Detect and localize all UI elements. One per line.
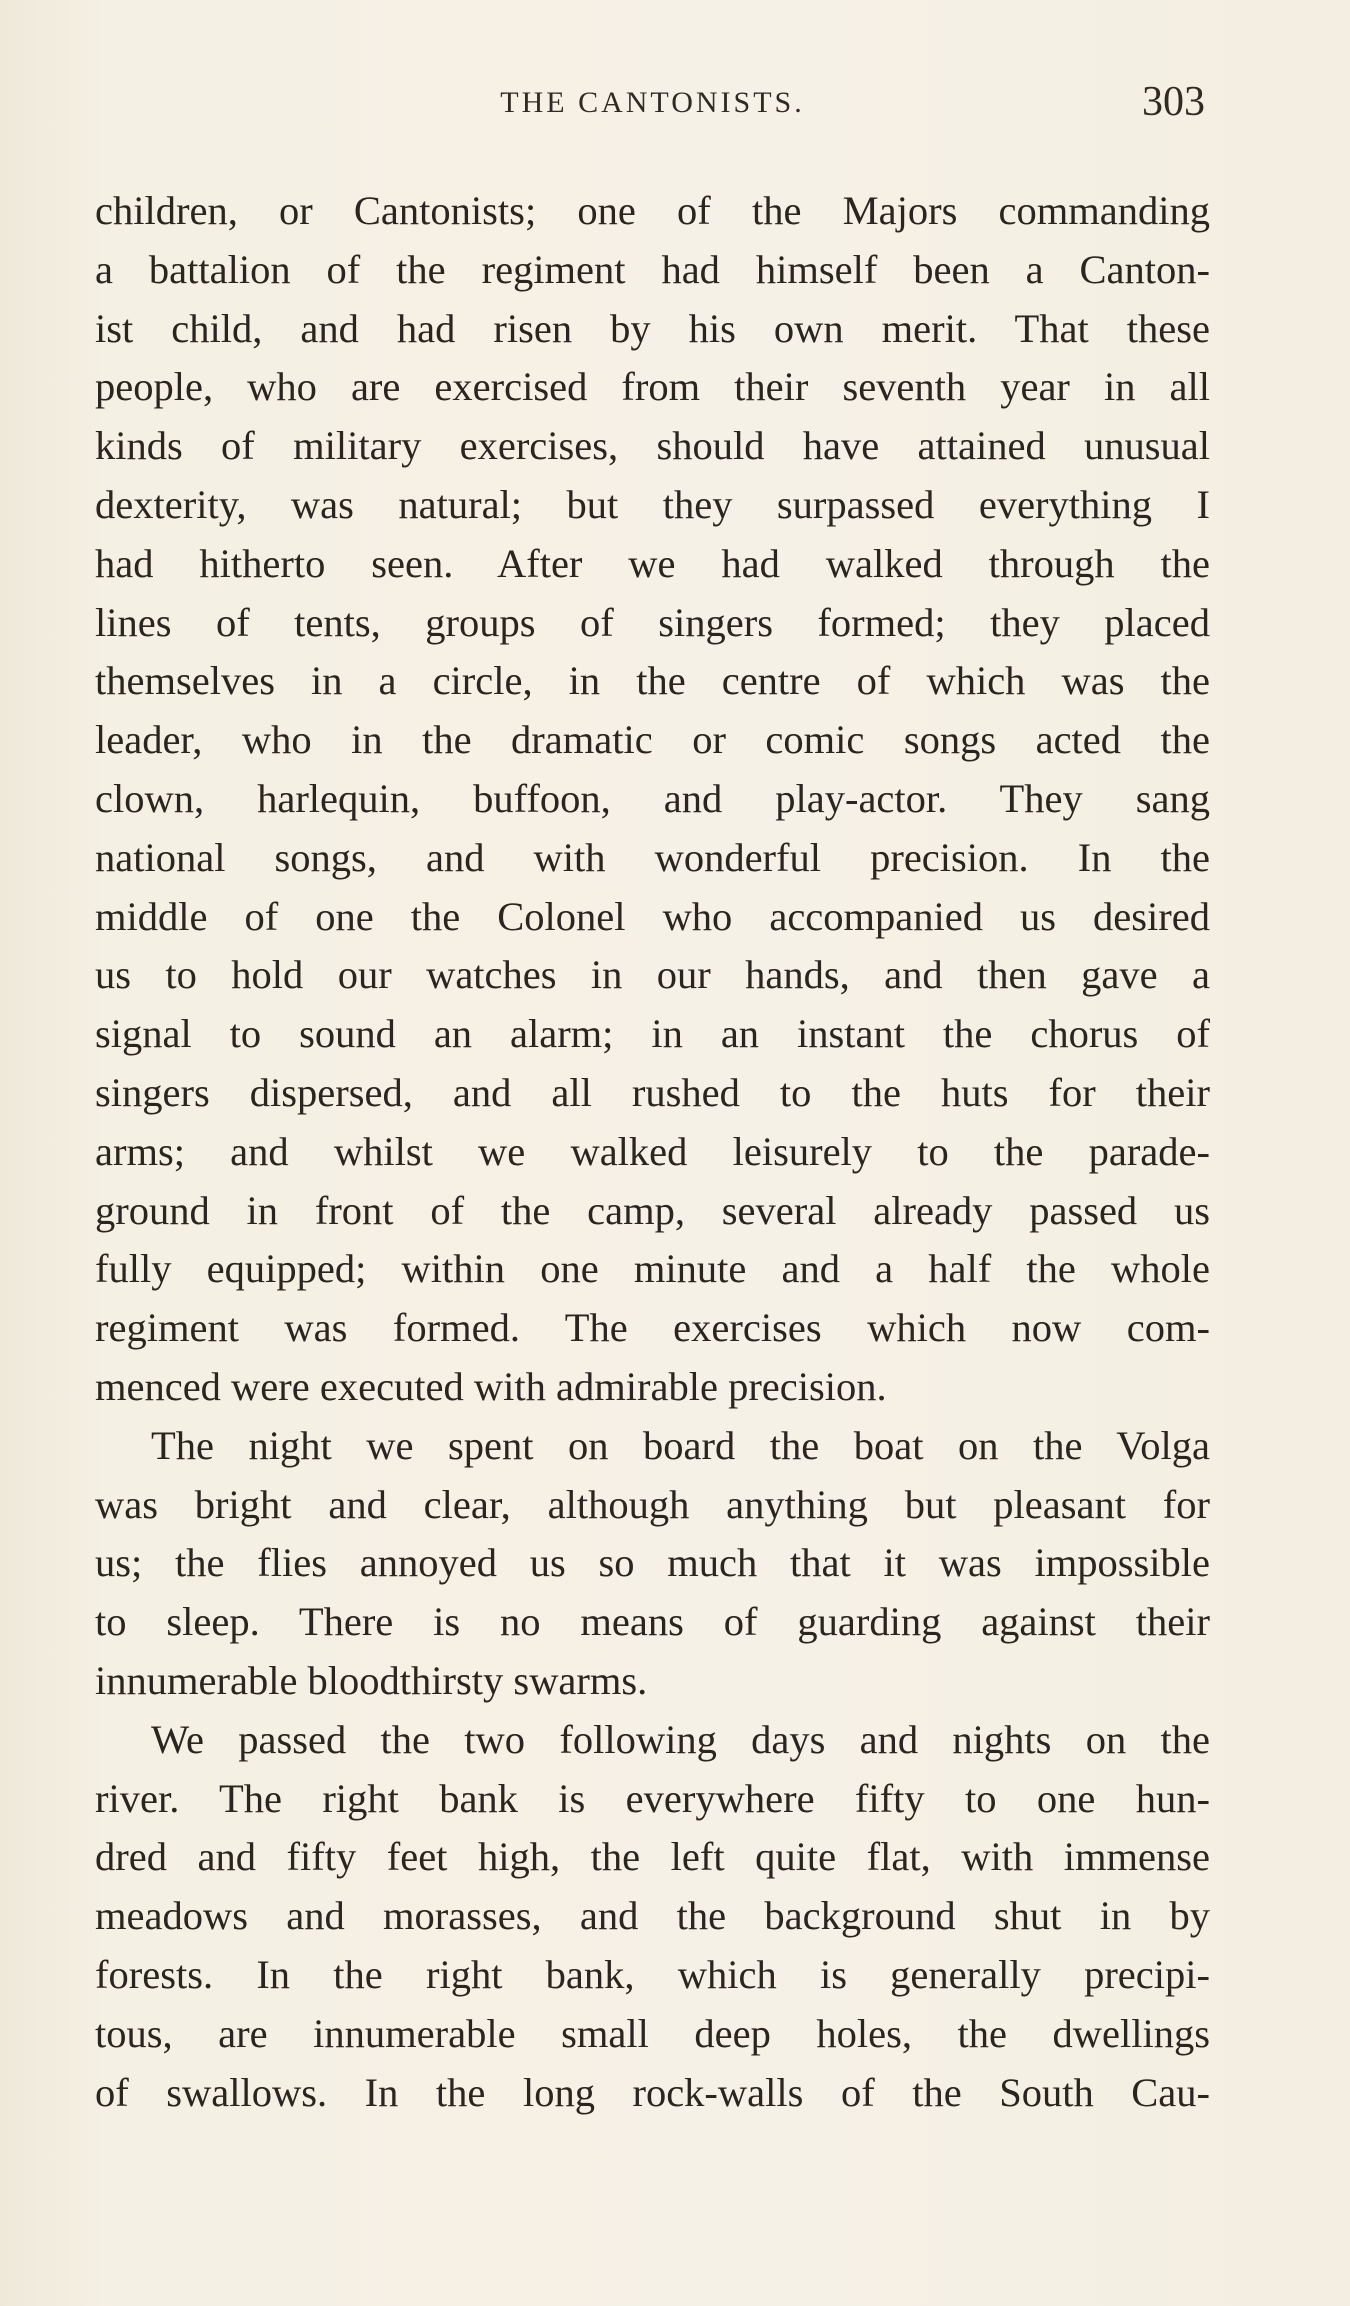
text-line: tous, are innumerable small deep holes, the dwellings xyxy=(95,2010,1210,2056)
text-line: singers dispersed, and all rushed to the huts for their xyxy=(95,1069,1210,1115)
paragraph-3 xyxy=(95,1711,1210,2123)
paragraph-1 xyxy=(95,182,1210,1417)
text-line: clown, harlequin, buffoon, and play-actor. They sang xyxy=(95,775,1210,821)
text-line: forests. In the right bank, which is generally precipi- xyxy=(95,1951,1210,1997)
text-line: signal to sound an alarm; in an instant the chorus of xyxy=(95,1011,1210,1057)
text-line: us; the flies annoyed us so much that it was impossible xyxy=(95,1540,1210,1586)
text-line: innumerable bloodthirsty swarms. xyxy=(95,1657,648,1703)
paragraph-2 xyxy=(95,1417,1210,1711)
text-line: river. The right bank is everywhere fifty to one hun- xyxy=(95,1775,1210,1821)
text-line: to sleep. There is no means of guarding against their xyxy=(95,1599,1210,1645)
text-line: people, who are exercised from their seventh year in all xyxy=(95,364,1210,410)
text-line: of swallows. In the long rock-walls of the South Cau- xyxy=(95,2069,1210,2115)
text-line: regiment was formed. The exercises which now com- xyxy=(95,1305,1210,1351)
text-line: dexterity, was natural; but they surpassed everything I xyxy=(95,481,1210,527)
text-line: menced were executed with admirable precision. xyxy=(95,1363,887,1409)
page-header xyxy=(95,78,1210,138)
text-line: middle of one the Colonel who accompanied us desired xyxy=(95,893,1210,939)
text-line: ist child, and had risen by his own merit. That these xyxy=(95,305,1210,351)
page-number: 303 xyxy=(1142,79,1205,125)
text-line: dred and fifty feet high, the left quite flat, with immense xyxy=(95,1834,1210,1880)
text-line: us to hold our watches in our hands, and then gave a xyxy=(95,952,1210,998)
text-line: was bright and clear, although anything but pleasant for xyxy=(95,1481,1210,1527)
text-line: The night we spent on board the boat on the Volga xyxy=(151,1422,1210,1468)
text-line: had hitherto seen. After we had walked through the xyxy=(95,540,1210,586)
text-line: meadows and morasses, and the background shut in by xyxy=(95,1893,1210,1939)
text-line: children, or Cantonists; one of the Majors commanding xyxy=(95,188,1210,233)
running-title: THE CANTONISTS. xyxy=(500,86,805,119)
text-line: fully equipped; within one minute and a half the whole xyxy=(95,1246,1210,1292)
text-line: ground in front of the camp, several already passed us xyxy=(95,1187,1210,1233)
text-line: arms; and whilst we walked leisurely to the parade- xyxy=(95,1128,1210,1174)
text-line: We passed the two following days and nights on the xyxy=(151,1716,1210,1762)
text-line: lines of tents, groups of singers formed; they placed xyxy=(95,599,1210,645)
text-line: national songs, and with wonderful precision. In the xyxy=(95,834,1210,880)
text-line: themselves in a circle, in the centre of which was the xyxy=(95,658,1210,704)
text-line: a battalion of the regiment had himself been a Canton- xyxy=(95,246,1210,292)
text-line: leader, who in the dramatic or comic songs acted the xyxy=(95,717,1210,763)
text-line: kinds of military exercises, should have attained unusual xyxy=(95,423,1210,469)
body-text xyxy=(95,182,1210,2122)
